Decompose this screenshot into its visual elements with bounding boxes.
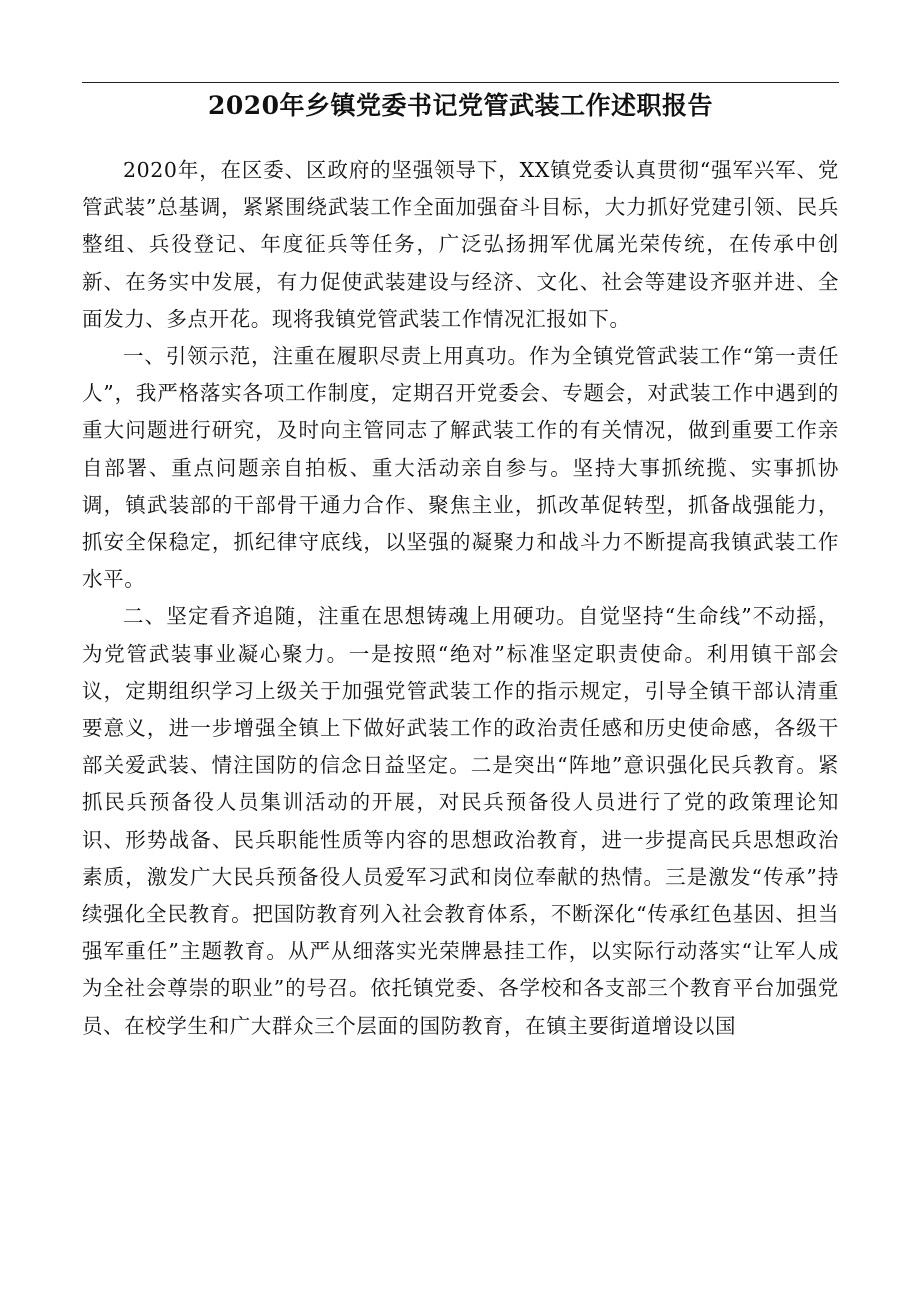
header-rule: [82, 82, 839, 83]
paragraph-intro: 2020年，在区委、区政府的坚强领导下，XX镇党委认真贯彻“强军兴军、党管武装”总基调，紧紧围绕武装工作全面加强奋斗目标，大力抓好党建引领、民兵整组、兵役登记、年度征兵等任务，广泛弘扬拥军优属光荣传统，在传承中创新、在务实中发展，有力促使武装建设与经济、文化、社会等建设齐驱并进、全面发力、多点开花。现将我镇党管武装工作情况汇报如下。: [82, 158, 839, 331]
document-body: [82, 152, 839, 1045]
paragraph-section-2: 二、坚定看齐追随，注重在思想铸魂上用硬功。自觉坚持“生命线”不动摇，为党管武装事业凝心聚力。一是按照“绝对”标准坚定职责使命。利用镇干部会议，定期组织学习上级关于加强党管武装工作的指示规定，引导全镇干部认清重要意义，进一步增强全镇上下做好武装工作的政治责任感和历史使命感，各级干部关爱武装、情注国防的信念日益坚定。二是突出“阵地”意识强化民兵教育。紧抓民兵预备役人员集训活动的开展，对民兵预备役人员进行了党的政策理论知识、形势战备、民兵职能性质等内容的思想政治教育，进一步提高民兵思想政治素质，激发广大民兵预备役人员爱军习武和岗位奉献的热情。三是激发“传承”持续强化全民教育。把国防教育列入社会教育体系，不断深化“传承红色基因、担当强军重任”主题教育。从严从细落实光荣牌悬挂工作，以实际行动落实“让军人成为全社会尊崇的职业”的号召。依托镇党委、各学校和各支部三个教育平台加强党员、在校学生和广大群众三个层面的国防教育，在镇主要街道增设以国: [82, 604, 839, 1038]
paragraph-section-1: 一、引领示范，注重在履职尽责上用真功。作为全镇党管武装工作“第一责任人”，我严格落实各项工作制度，定期召开党委会、专题会，对武装工作中遇到的重大问题进行研究，及时向主管同志了解武装工作的有关情况，做到重要工作亲自部署、重点问题亲自拍板、重大活动亲自参与。坚持大事抓统揽、实事抓协调，镇武装部的干部骨干通力合作、聚焦主业，抓改革促转型，抓备战强能力，抓安全保稳定，抓纪律守底线，以坚强的凝聚力和战斗力不断提高我镇武装工作水平。: [82, 344, 839, 592]
document-title: 2020年乡镇党委书记党管武装工作述职报告: [207, 91, 714, 120]
